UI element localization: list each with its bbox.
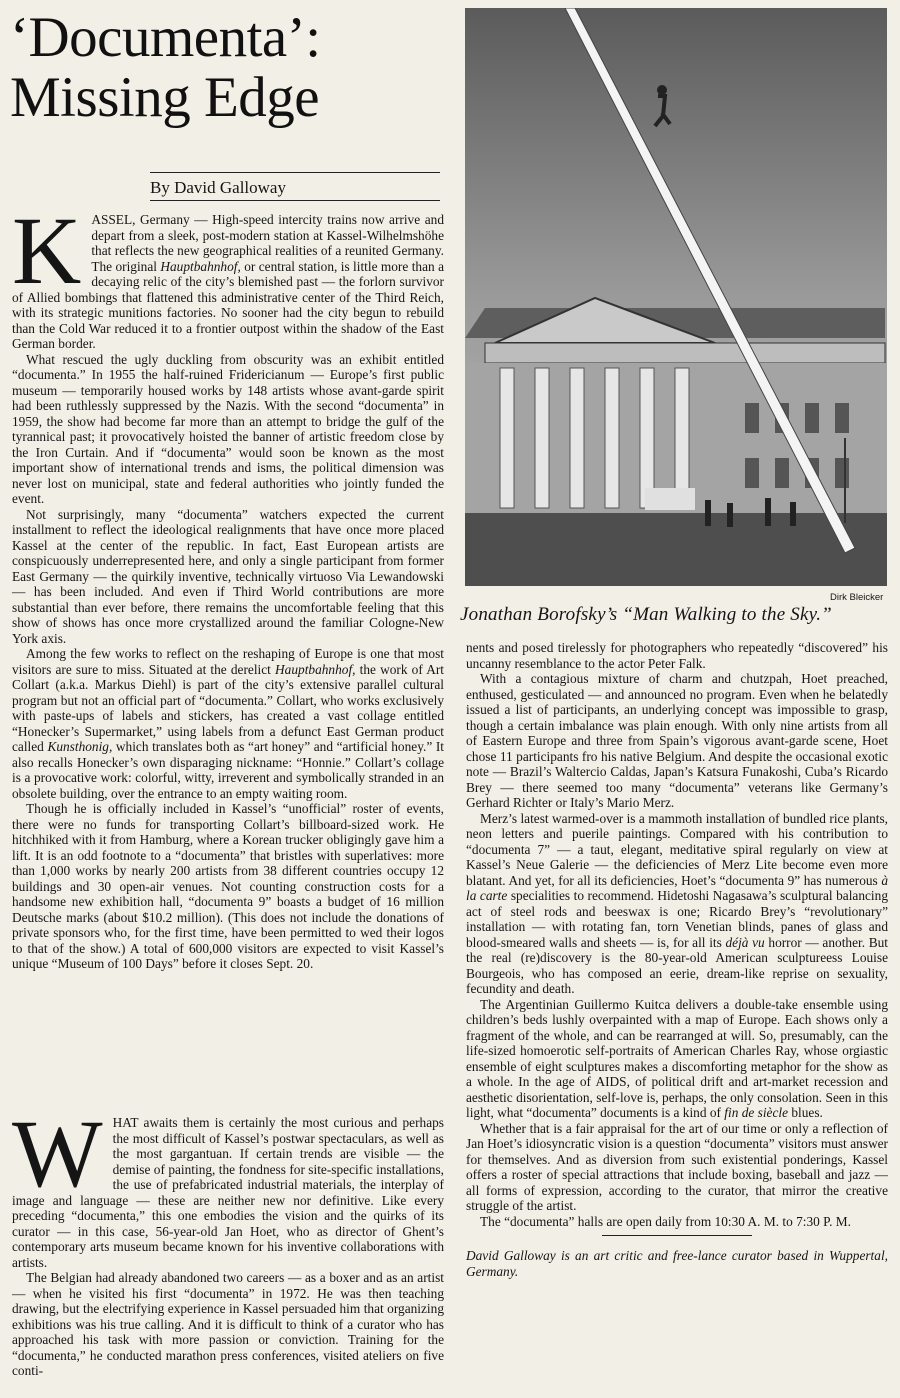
right-column [466, 640, 888, 1279]
left-column-section-2 [12, 1100, 444, 1379]
paragraph: Not surprisingly, many “documenta” watchers expected the current installment to reflect the ideological realignments that have once more placed Kassel at the center of the republic. In fact, East European artists are conspicuously underrepresented here, and only a single participant from former East Germany — the quirkily inventive, technically virtuoso Via Lewandowski — has been included. And even if Third World contributions are more substantial than ever before, there remains the uncomfortable feeling that this show of shows has once more crystallized around the familiar Cologne-New York axis. [12, 506, 444, 646]
author-bio: David Galloway is an art critic and free-lance curator based in Wuppertal, Germany. [466, 1248, 888, 1279]
paragraph: Whether that is a fair appraisal for the art of our time or only a reflection of Jan Hoet’s idiosyncratic vision is a question “documenta” visitors must answer for themselves. And as diversion from such existential ponderings, Kassel offers a roster of special attractions that include boxing, baseball and jazz — all forms of expression, according to the curator, that mirror the creative struggle of the artist. [466, 1120, 888, 1213]
end-rule [602, 1235, 752, 1236]
paragraph [12, 1100, 444, 1270]
photo-credit: Dirk Bleicker [830, 592, 884, 603]
headline-line-2: Missing Edge [10, 66, 320, 129]
byline-rule-bottom [150, 200, 440, 201]
paragraph: With a contagious mixture of charm and chutzpah, Hoet preached, enthused, gesticulated — and announced no program. Even when he belatedly issued a list of participants, an underlying concept was impossible to grasp, though a certain imbalance was plain enough. With only nine artists from all of Eastern Europe and three from Spain’s vigorous avant-garde scene, Hoet chose 11 participants fro his native Belgium. And despite the occasional exotic note — Brazil’s Waltercio Caldas, Japan’s Katsura Funakoshi, Cuba’s Ricardo Brey — there seemed too many “documenta” veterans like Germany’s Gerhard Richter or Italy’s Mario Merz. [466, 671, 888, 810]
italic-term: Hauptbahnhof, [275, 661, 356, 677]
photo-caption: Jonathan Borofsky’s “Man Walking to the Sky.” [460, 604, 832, 625]
paragraph [466, 997, 888, 1121]
italic-term: à la carte [466, 872, 888, 903]
byline: By David Galloway [150, 178, 286, 197]
headline [10, 8, 450, 128]
paragraph: What rescued the ugly duckling from obscurity was an exhibit entitled “documenta.” In 1955 the half-ruined Fridericianum — Europe’s first public museum — temporarily housed works by 148 artists whose avant-garde spirit had been ruthlessly suppressed by the Nazis. With the second “documenta” in 1959, the show had become far more than an attempt to bridge the gulf of the tyrannical past; it provocatively hoisted the banner of artistic freedom close by the Iron Curtain. And if “documenta” would soon be known as the most important show of international trends and isms, the political dimension was never lost on municipal, state and federal authorities who jointly funded the event. [12, 351, 444, 506]
text-run: or central station, is little more than a decaying relic of the city’s blemished past — the forlorn survivor of Allied bombings that flattened this administrative center of the Third Reich, with its strategic munitions factories. No sooner had the city begun to rebuild than the Cold War reduced it to a frontier outpost within the shadow of the East German border. [12, 258, 444, 351]
paragraph: The Belgian had already abandoned two careers — as a boxer and as an artist — when he visited his first “documenta” in 1972. He was then teaching drawing, but the electrifying experience in Kassel persuaded him that organizing exhibitions was his true calling. And it is difficult to think of a curator who has approached his task with more passion or conviction. Training for the “documenta,” he conducted marathon press conferences, visited ateliers on five conti- [12, 1270, 444, 1378]
drop-cap: W [12, 1100, 103, 1207]
paragraph [466, 811, 888, 997]
text-run: ASSEL, Germany — High-speed intercity trains now arrive and depart from a sleek, post-modern station at Kassel-Wilhelmshöhe that reflects the new geographical realities of a reunited Germany. The original [91, 212, 444, 274]
photo-illustration [465, 8, 887, 586]
text-run: specialities to recommend. Hidetoshi Nagasawa’s sculptural balancing act of steel rods and beeswax is one; Ricardo Brey’s “revolutionary” installation — with rotating fan, torn Venetian blinds, panes of glass and blood-smeared walls and sheets — is, for all its [466, 888, 888, 950]
text-run: the work of Art Collart (a.k.a. Markus Diehl) is part of the city’s extensive parallel cultural program but not an official part of “documenta.” Collart, who works exclusively with paste-ups of labels and stickers, has created a vast collage entitled “Honecker’s Supermarket,” using labels from a defunct East German product called [12, 661, 444, 754]
paragraph [12, 197, 444, 352]
paragraph: nents and posed tirelessly for photographers who repeatedly “discovered” his uncanny resemblance to the actor Peter Falk. [466, 640, 888, 671]
italic-term: Kunsthonig, [47, 739, 113, 754]
drop-cap: K [12, 197, 82, 304]
paragraph: The “documenta” halls are open daily from 10:30 A. M. to 7:30 P. M. [480, 1213, 851, 1229]
text-run: which translates both as “art honey” and “artificial honey.” It also recalls Honecker’s own disparaging nickname: “Honnie.” Collart’s collage is a provocative work: colorful, witty, irreverent and symbolically stranded in an obsolete building, over the entrance to an empty waiting room. [12, 739, 444, 801]
photo-man-walking-to-the-sky [465, 8, 887, 586]
text-run: horror — another. But the real (re)discovery is the 80-year-old American sculptureess Louise Bourgeois, who has composed an eerie, dream-like reprise on sexuality, fecundity and death. [466, 934, 888, 996]
headline-line-1: ‘Documenta’: [10, 6, 321, 69]
byline-rule-top [150, 172, 440, 173]
paragraph: Though he is officially included in Kassel’s “unofficial” roster of events, there were no funds for transporting Collart’s billboard-sized work. He hitchhiked with it from Hamburg, where a Korean trucker obligingly gave him a lift. It is an odd footnote to a “documenta” that bristles with superlatives: more than 1,000 works by nearly 200 artists from 38 different countries occupy 12 buildings and 30 open-air venues. Not counting construction costs for a handsome new exhibition hall, “documenta 9” boasts a budget of 16 million Deutsche marks (about $10.2 million). (This does not include the donations of private sponsors who, for the first time, have been permitted to wed their logos to that of the show.) A total of 600,000 visitors are expected to visit Kassel’s unique “Museum of 100 Days” before it closes Sept. 20. [12, 801, 444, 971]
italic-term: déjà vu [725, 934, 765, 950]
text-run: Merz’s latest warmed-over is a mammoth installation of bundled rice plants, neon letters and puerile paintings. Compared with his contribution to “documenta 7” — a taut, elegant, meditative spiral regularly on view at Kassel’s Neue Galerie — the deficiencies of Merz Lite become even more blatant. And yet, for all its deficiencies, Hoet’s “documenta 9” has numerous [466, 810, 888, 888]
text-run: HAT awaits them is certainly the most curious and perhaps the most difficult of Kassel’s postwar spectaculars, as well as the most gargantuan. If certain trends are visible — the demise of painting, the fondness for site-specific installations, the use of prefabricated industrial materials, the interplay of image and language — these are neither new nor definitive. Like every preceding “documenta,” this one embodies the vision and the quirks of its curator — in this case, 56-year-old Jan Hoet, who as director of Ghent’s contemporary arts museum became known for his inventive collaborations with artists. [12, 1115, 444, 1270]
text-run: The Argentinian Guillermo Kuitca delivers a double-take ensemble using children’s beds lushly overpainted with a map of Europe. Each shows only a fragment of the whole, and can be rearranged at will. So, presumably, can the life-sized homoerotic self-portraits of American Charles Ray, whose orgiastic ensemble of eight sculptures makes a discomforting metaphor for the show as a whole. In the age of AIDS, of political drift and art-market recession and aesthetic disorientation, self-love is, perhaps, the only consolation. Seen in this light, what “documenta” documents is a kind of [466, 996, 888, 1120]
italic-term: fin de siècle [724, 1105, 789, 1120]
paragraph [12, 646, 444, 801]
italic-term: Hauptbahnhof, [160, 258, 241, 274]
text-run: blues. [788, 1105, 823, 1120]
text-run: Among the few works to reflect on the reshaping of Europe is one that most visitors are sure to miss. Situated at the derelict [12, 646, 444, 677]
left-column-section-1 [12, 197, 444, 972]
